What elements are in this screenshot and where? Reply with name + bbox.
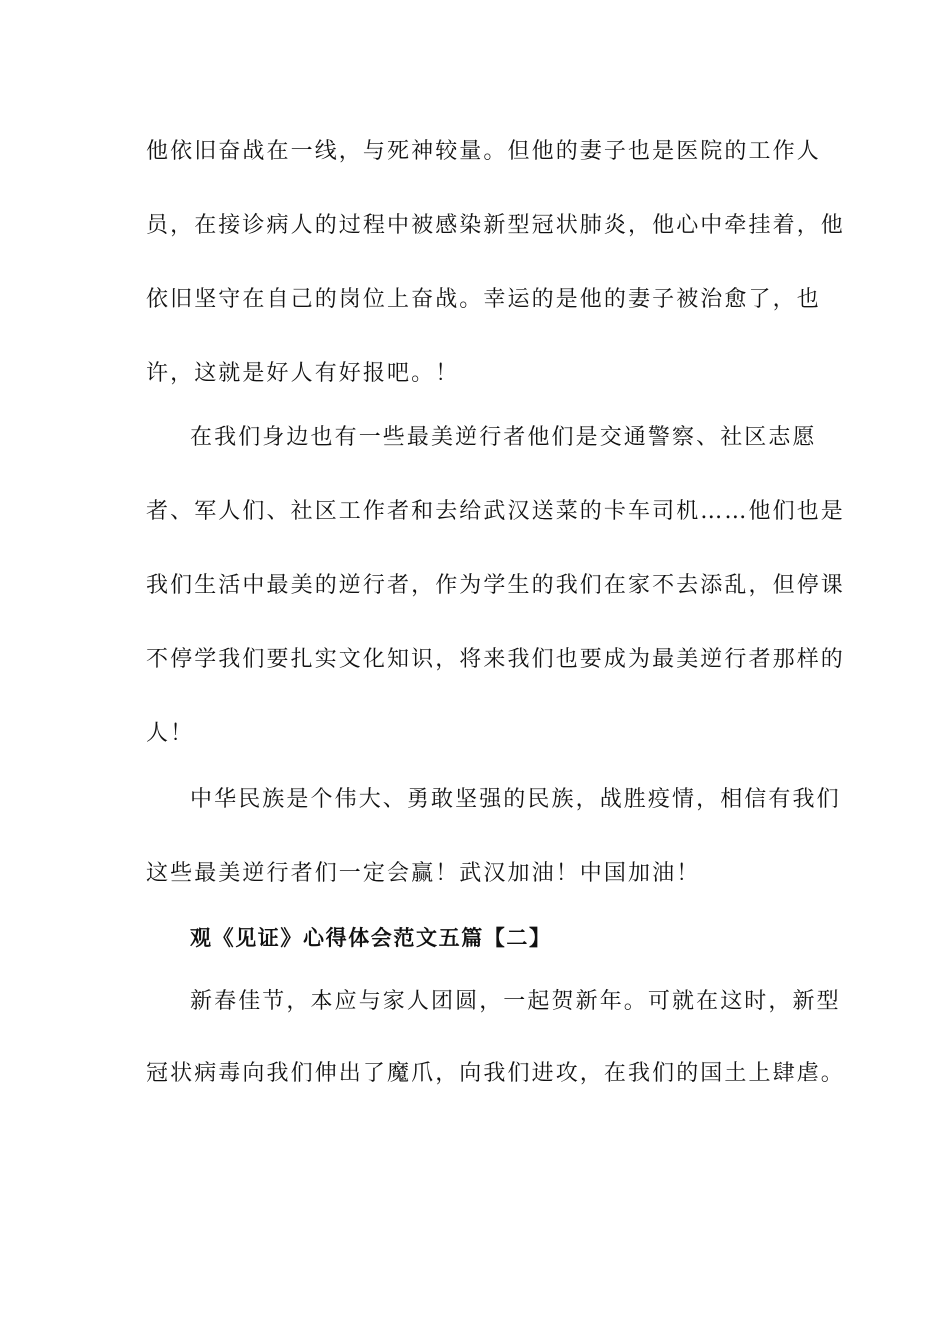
paragraph-line: 中华民族是个伟大、勇敢坚强的民族，战胜疫情，相信有我们: [190, 787, 841, 812]
paragraph-line: 人！: [146, 721, 195, 746]
paragraph-line: 在我们身边也有一些最美逆行者他们是交通警察、社区志愿: [190, 425, 817, 450]
paragraph-line: 冠状病毒向我们伸出了魔爪，向我们进攻，在我们的国土上肆虐。: [146, 1061, 845, 1086]
paragraph-line: 员，在接诊病人的过程中被感染新型冠状肺炎，他心中牵挂着，他: [146, 213, 845, 238]
paragraph-line: 依旧坚守在自己的岗位上奋战。幸运的是他的妻子被治愈了，也: [146, 287, 821, 312]
paragraph-line: 新春佳节，本应与家人团圆，一起贺新年。可就在这时，新型: [190, 989, 841, 1014]
paragraph-line: 我们生活中最美的逆行者，作为学生的我们在家不去添乱，但停课: [146, 573, 845, 598]
paragraph-line: 不停学我们要扎实文化知识，将来我们也要成为最美逆行者那样的: [146, 647, 845, 672]
paragraph-line: 这些最美逆行者们一定会赢！武汉加油！中国加油！: [146, 861, 701, 886]
paragraph-line: 许，这就是好人有好报吧。！: [146, 361, 460, 386]
section-heading: 观《见证》心得体会范文五篇【二】: [190, 926, 552, 950]
paragraph-line: 者、军人们、社区工作者和去给武汉送菜的卡车司机……他们也是: [146, 499, 845, 524]
paragraph-line: 他依旧奋战在一线，与死神较量。但他的妻子也是医院的工作人: [146, 139, 821, 164]
